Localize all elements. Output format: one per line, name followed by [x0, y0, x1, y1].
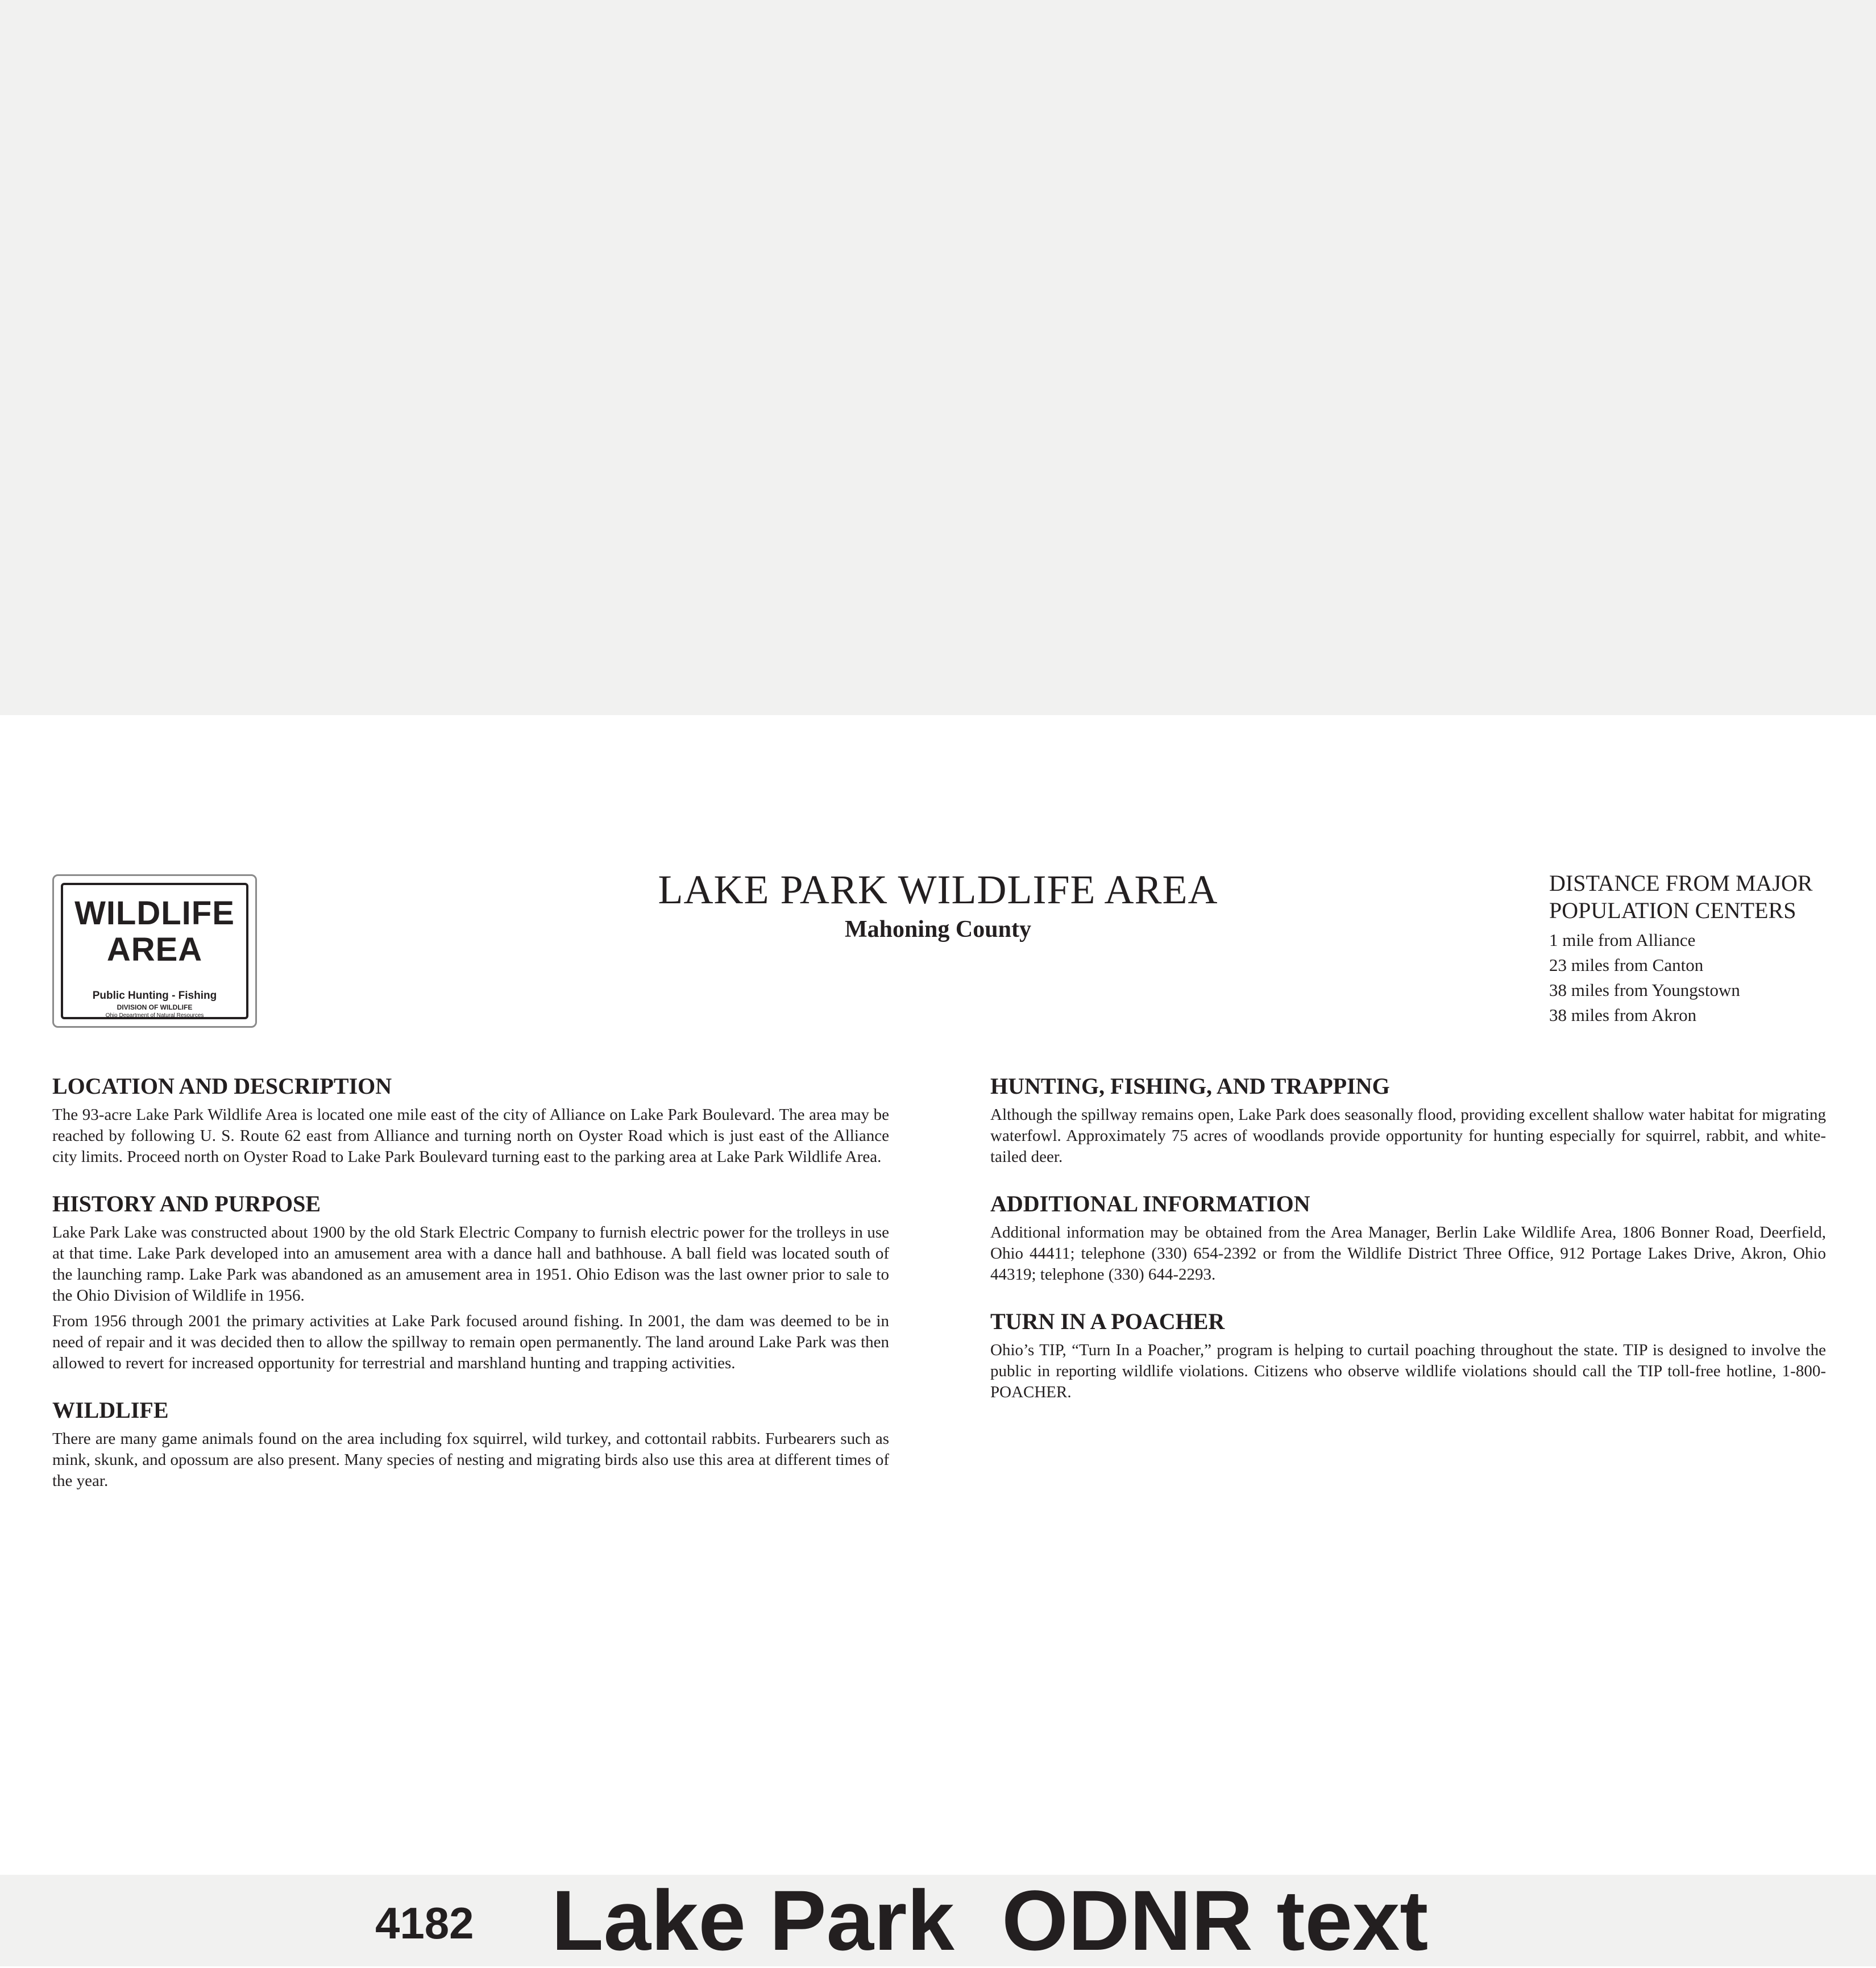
distance-heading-line2: POPULATION CENTERS — [1549, 898, 1796, 923]
section-heading: HISTORY AND PURPOSE — [52, 1191, 321, 1216]
section-history — [52, 1189, 889, 1374]
top-blank-band — [0, 0, 1876, 715]
section-heading: ADDITIONAL INFORMATION — [990, 1191, 1310, 1216]
sign-title-line2: AREA — [106, 931, 203, 968]
section-paragraph: Additional information may be obtained from the Area Manager, Berlin Lake Wildlife Area, 1806 Bonner Road, Deerfield, Ohio 44411; telephone (330) 654-2392 or from the Wildlife District Three Office, 912 Portage Lakes Drive, Akron, Ohio 44319; telephone (330) 644-2293. — [990, 1223, 1826, 1284]
county-subtitle: Mahoning County — [845, 916, 1031, 943]
section-paragraph: Although the spillway remains open, Lake Park does seasonally flood, providing excellent shallow water habitat for migrating waterfowl. Approximately 75 acres of woodlands provide opportunity for hunting especially for squirrel, rabbit, and white-tailed deer. — [990, 1106, 1826, 1166]
distance-list — [1549, 928, 1867, 1028]
section-heading: HUNTING, FISHING, AND TRAPPING — [990, 1073, 1390, 1099]
sign-title — [63, 895, 246, 968]
sign-division: DIVISION OF WILDLIFE — [117, 1003, 193, 1011]
section-location — [52, 1072, 889, 1168]
section-paragraph: Ohio’s TIP, “Turn In a Poacher,” program is helping to curtail poaching throughout the state. TIP is designed to involve the public in reporting wildlife violations. Citizens who observe wildlife violations should call the TIP toll-free hotline, 1-800-POACHER. — [990, 1341, 1826, 1401]
section-heading: WILDLIFE — [52, 1397, 169, 1423]
distance-panel — [1549, 870, 1867, 1028]
section-paragraph: The 93-acre Lake Park Wildlife Area is located one mile east of the city of Alliance on Lake Park Boulevard. The area may be reached by following U. S. Route 62 east from Alliance and turning north on Oyster Road which is just east of the Alliance city limits. Proceed north on Oyster Road to Lake Park Boulevard turning east to the parking area at Lake Park Wildlife Area. — [52, 1106, 889, 1166]
sign-title-line1: WILDLIFE — [74, 895, 235, 932]
title-block — [568, 864, 1308, 944]
distance-item: 38 miles from Akron — [1549, 1005, 1697, 1025]
section-poacher — [990, 1307, 1826, 1403]
sign-subtitle: Public Hunting - Fishing — [92, 990, 217, 1002]
wildlife-area-sign — [52, 874, 257, 1028]
page-title: LAKE PARK WILDLIFE AREA — [658, 867, 1218, 912]
distance-item: 38 miles from Youngstown — [1549, 980, 1740, 1000]
section-hunting — [990, 1072, 1826, 1168]
distance-item: 1 mile from Alliance — [1549, 930, 1696, 950]
section-paragraph: There are many game animals found on the area including fox squirrel, wild turkey, and cottontail rabbits. Furbearers such as mink, skunk, and opossum are also present. Many species of nesting and migrating birds also use this area at different times of the year. — [52, 1430, 889, 1490]
right-column — [990, 1072, 1826, 1425]
section-additional-info — [990, 1189, 1826, 1285]
left-column — [52, 1072, 889, 1513]
section-wildlife — [52, 1396, 889, 1492]
footer-title: Lake Park ODNR text — [551, 1872, 1429, 1968]
sign-border — [61, 883, 248, 1019]
footer-number: 4182 — [375, 1898, 474, 1948]
section-heading: LOCATION AND DESCRIPTION — [52, 1073, 392, 1099]
distance-heading-line1: DISTANCE FROM MAJOR — [1549, 870, 1813, 896]
section-paragraph: Lake Park Lake was constructed about 1900 by the old Stark Electric Company to furnish electric power for the trolleys in use at that time. Lake Park developed into an amusement area with a dance hall and bathhouse. A ball field was located south of the launching ramp. Lake Park was abandoned as an amusement area in 1951. Ohio Edison was the last owner prior to sale to the Ohio Division of Wildlife in 1956. — [52, 1223, 889, 1305]
section-paragraph: From 1956 through 2001 the primary activities at Lake Park focused around fishing. In 2001, the dam was deemed to be in need of repair and it was decided then to allow the spillway to remain open permanently. The land around Lake Park was then allowed to revert for increased opportunity for terrestrial and marshland hunting and trapping activities. — [52, 1312, 889, 1372]
sign-department: Ohio Department of Natural Resources — [105, 1012, 204, 1019]
distance-item: 23 miles from Canton — [1549, 955, 1704, 975]
section-heading: TURN IN A POACHER — [990, 1309, 1225, 1334]
